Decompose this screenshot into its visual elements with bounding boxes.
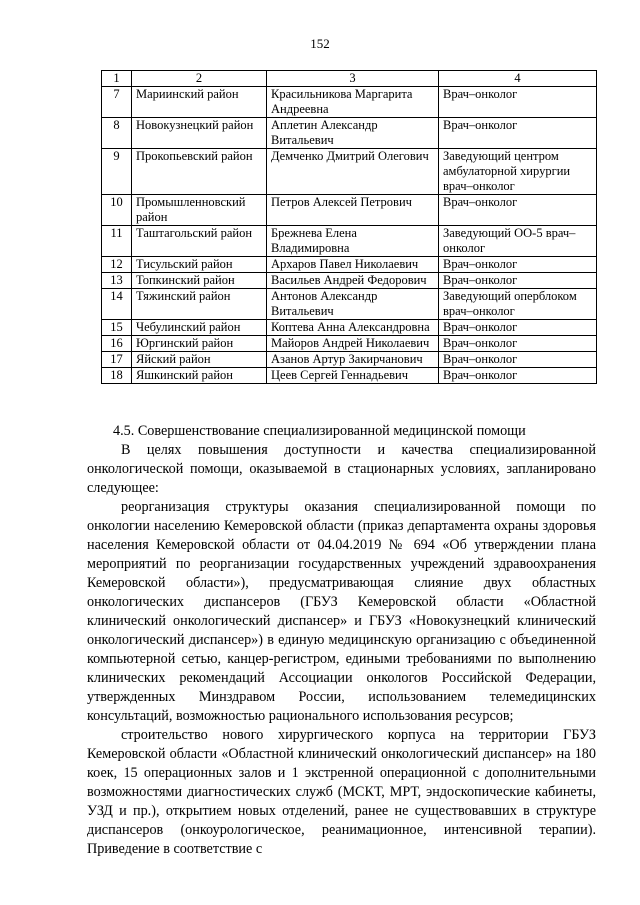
- section-body: [87, 422, 596, 859]
- table-row: [102, 273, 597, 289]
- table-row: [102, 336, 597, 352]
- position-cell: Врач–онколог: [439, 368, 597, 384]
- position-cell: Врач–онколог: [439, 87, 597, 118]
- position-cell: Врач–онколог: [439, 257, 597, 273]
- district-cell: Яйский район: [132, 352, 267, 368]
- district-cell: Яшкинский район: [132, 368, 267, 384]
- row-number: 8: [102, 118, 132, 149]
- district-cell: Таштагольский район: [132, 226, 267, 257]
- position-cell: Врач–онколог: [439, 195, 597, 226]
- district-cell: Юргинский район: [132, 336, 267, 352]
- table-row: [102, 368, 597, 384]
- name-cell: Азанов Артур Закирчанович: [267, 352, 439, 368]
- table-row: [102, 195, 597, 226]
- table-row: [102, 226, 597, 257]
- row-number: 9: [102, 149, 132, 195]
- header-col-4: 4: [439, 71, 597, 87]
- table-row: [102, 87, 597, 118]
- position-cell: Врач–онколог: [439, 336, 597, 352]
- name-cell: Васильев Андрей Федорович: [267, 273, 439, 289]
- name-cell: Аплетин Александр Витальевич: [267, 118, 439, 149]
- row-number: 14: [102, 289, 132, 320]
- table-row: [102, 289, 597, 320]
- construction-paragraph: строительство нового хирургического корпуса на территории ГБУЗ Кемеровской области «Областной клинический онкологический диспансер» на 180 коек, 15 операционных залов и 1 экстренной операционной с дополнительными возможностями диагностических служб (МСКТ, МРТ, эндоскопические кабинеты, УЗД и пр.), открытием новых отделений, ранее не существовавших в структуре диспансеров (онкоурологическое, реанимационное, интенсивной терапии). Приведение в соответствие с: [87, 727, 596, 857]
- row-number: 15: [102, 320, 132, 336]
- header-col-1: 1: [102, 71, 132, 87]
- table-row: [102, 149, 597, 195]
- district-cell: Новокузнецкий район: [132, 118, 267, 149]
- position-cell: Врач–онколог: [439, 320, 597, 336]
- name-cell: Демченко Дмитрий Олегович: [267, 149, 439, 195]
- page-number: 152: [310, 36, 330, 51]
- header-col-2: 2: [132, 71, 267, 87]
- position-cell: Врач–онколог: [439, 352, 597, 368]
- position-cell: Врач–онколог: [439, 273, 597, 289]
- name-cell: Майоров Андрей Николаевич: [267, 336, 439, 352]
- position-cell: Заведующий центром амбулаторной хирургии врач–онколог: [439, 149, 597, 195]
- name-cell: Петров Алексей Петрович: [267, 195, 439, 226]
- name-cell: Брежнева Елена Владимировна: [267, 226, 439, 257]
- row-number: 11: [102, 226, 132, 257]
- name-cell: Архаров Павел Николаевич: [267, 257, 439, 273]
- district-cell: Тяжинский район: [132, 289, 267, 320]
- row-number: 13: [102, 273, 132, 289]
- position-cell: Заведующий оперблоком врач–онколог: [439, 289, 597, 320]
- district-cell: Топкинский район: [132, 273, 267, 289]
- oncologists-table: [101, 70, 597, 384]
- name-cell: Цеев Сергей Геннадьевич: [267, 368, 439, 384]
- district-cell: Промышленновский район: [132, 195, 267, 226]
- intro-paragraph: В целях повышения доступности и качества специализированной онкологической помощи, оказываемой в стационарных условиях, запланировано следующее:: [87, 442, 596, 496]
- section-heading: 4.5. Совершенствование специализированной медицинской помощи: [113, 423, 526, 439]
- position-cell: Заведующий ОО-5 врач–онколог: [439, 226, 597, 257]
- table-row: [102, 257, 597, 273]
- district-cell: Тисульский район: [132, 257, 267, 273]
- district-cell: Мариинский район: [132, 87, 267, 118]
- row-number: 16: [102, 336, 132, 352]
- name-cell: Антонов Александр Витальевич: [267, 289, 439, 320]
- row-number: 17: [102, 352, 132, 368]
- district-cell: Прокопьевский район: [132, 149, 267, 195]
- header-col-3: 3: [267, 71, 439, 87]
- table-row: [102, 320, 597, 336]
- row-number: 7: [102, 87, 132, 118]
- reorganization-paragraph: реорганизация структуры оказания специализированной помощи по онкологии населению Кемеровской области (приказ департамента охраны здоровья населения Кемеровской области от 04.04.2019 № 694 «Об утверждении плана мероприятий по реорганизации государственных учреждений здравоохранения Кемеровской области»), предусматривающая слияние двух областных онкологических диспансеров (ГБУЗ Кемеровской области «Областной клинический онкологический диспансер» и ГБУЗ «Новокузнецкий клинический онкологический диспансер») в единую медицинскую организацию с объединенной компьютерной сетью, канцер-регистром, едиными требованиями по выполнению клинических рекомендаций Ассоциации онкологов Российской Федерации, утвержденных Минздравом России, использованием телемедицинских консультаций, возможностью рационального использования ресурсов;: [87, 499, 596, 724]
- table-row: [102, 352, 597, 368]
- position-cell: Врач–онколог: [439, 118, 597, 149]
- name-cell: Красильникова Маргарита Андреевна: [267, 87, 439, 118]
- row-number: 12: [102, 257, 132, 273]
- table-header-row: [102, 71, 597, 87]
- name-cell: Коптева Анна Александровна: [267, 320, 439, 336]
- row-number: 18: [102, 368, 132, 384]
- row-number: 10: [102, 195, 132, 226]
- table-row: [102, 118, 597, 149]
- district-cell: Чебулинский район: [132, 320, 267, 336]
